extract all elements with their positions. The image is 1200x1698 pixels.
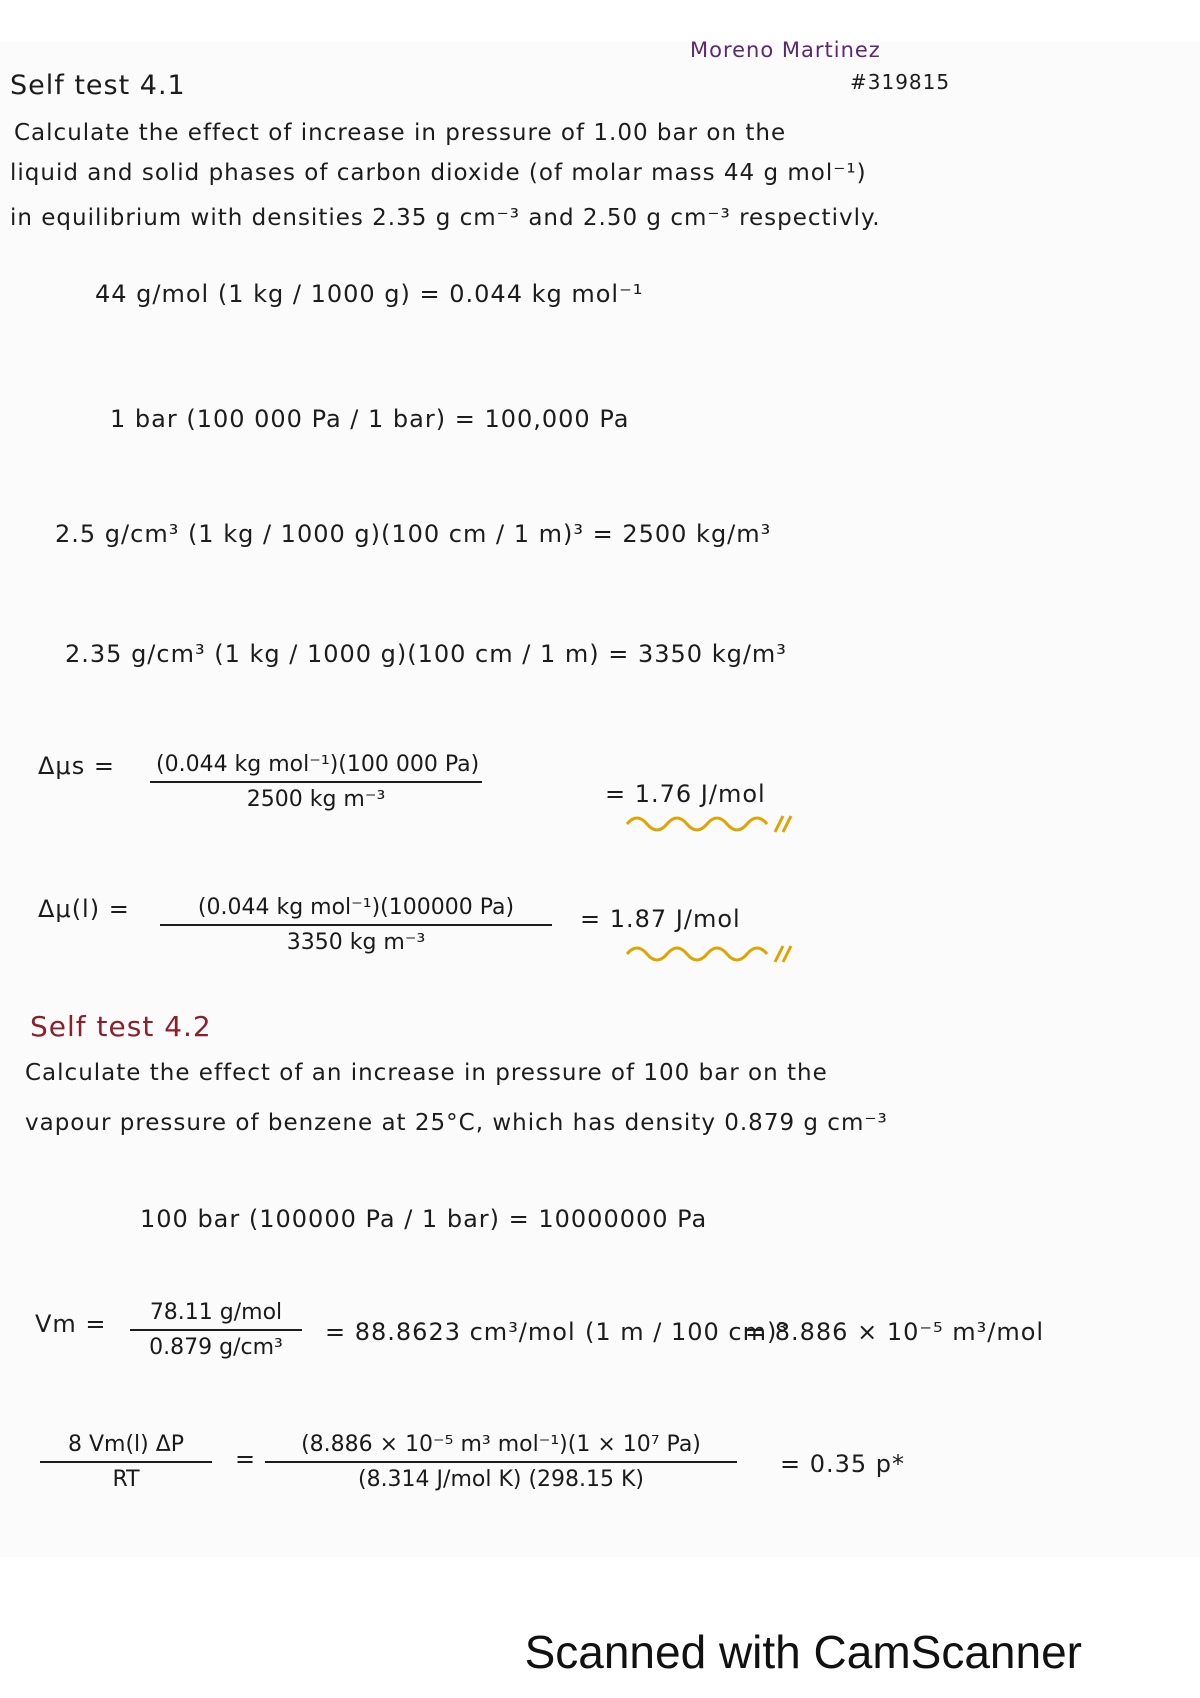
vm-intermediate: = 88.8623 cm³/mol (325, 1318, 576, 1346)
vm-label: Vm = (35, 1310, 107, 1338)
mu-solid-denominator: 2500 kg m⁻³ (246, 787, 386, 812)
final-lhs-numerator: 8 Vm(l) ΔP (40, 1432, 212, 1463)
mu-solid-result: = 1.76 J/mol (605, 780, 766, 808)
mu-liquid-denominator: 3350 kg m⁻³ (286, 930, 426, 955)
vm-denominator: 0.879 g/cm³ (149, 1335, 283, 1360)
student-id: #319815 (850, 70, 951, 94)
highlight-squiggle (625, 812, 795, 836)
step-density-solid: 2.5 g/cm³ (1 kg / 1000 g)(100 cm / 1 m)³ = 2500 kg/m³ (55, 520, 772, 548)
test2-step-pressure: 100 bar (100000 Pa / 1 bar) = 10000000 Pa (140, 1205, 708, 1233)
final-equals: = (235, 1445, 257, 1473)
vm-result: = 8.886 × 10⁻⁵ m³/mol (745, 1318, 1045, 1346)
test1-problem-line1: Calculate the effect of increase in pressure of 1.00 bar on the (14, 120, 787, 146)
final-result: = 0.35 p* (780, 1450, 906, 1478)
vm-unit-conversion: (1 m / 100 cm)³ (585, 1318, 788, 1346)
step-pressure-conversion: 1 bar (100 000 Pa / 1 bar) = 100,000 Pa (110, 405, 630, 433)
test2-problem-line2: vapour pressure of benzene at 25°C, which has density 0.879 g cm⁻³ (25, 1110, 888, 1136)
final-denominator: (8.314 J/mol K) (298.15 K) (357, 1467, 645, 1492)
mu-liquid-fraction (160, 895, 552, 955)
mu-solid-numerator: (0.044 kg mol⁻¹)(100 000 Pa) (150, 752, 482, 783)
step-molar-mass: 44 g/mol (1 kg / 1000 g) = 0.044 kg mol⁻¹ (95, 280, 644, 308)
mu-solid-fraction (150, 752, 482, 812)
vm-fraction (130, 1300, 302, 1360)
test1-problem-line2: liquid and solid phases of carbon dioxide (of molar mass 44 g mol⁻¹) (10, 160, 867, 186)
mu-liquid-label: Δμ(l) = (38, 895, 130, 923)
highlight-squiggle (625, 942, 795, 966)
test1-title: Self test 4.1 (10, 70, 186, 101)
step-density-liquid: 2.35 g/cm³ (1 kg / 1000 g)(100 cm / 1 m) = 3350 kg/m³ (65, 640, 787, 668)
camscanner-watermark: Scanned with CamScanner (524, 1626, 1082, 1678)
student-name: Moreno Martinez (690, 38, 881, 62)
test2-problem-line1: Calculate the effect of an increase in pressure of 100 bar on the (25, 1060, 828, 1086)
final-fraction (265, 1432, 737, 1492)
final-numerator: (8.886 × 10⁻⁵ m³ mol⁻¹)(1 × 10⁷ Pa) (265, 1432, 737, 1463)
mu-liquid-result: = 1.87 J/mol (580, 905, 741, 933)
test1-problem-line3: in equilibrium with densities 2.35 g cm⁻³ and 2.50 g cm⁻³ respectivly. (10, 205, 881, 231)
vm-numerator: 78.11 g/mol (130, 1300, 302, 1331)
final-lhs-denominator: RT (112, 1467, 140, 1492)
mu-solid-label: Δμs = (38, 752, 115, 780)
mu-liquid-numerator: (0.044 kg mol⁻¹)(100000 Pa) (160, 895, 552, 926)
final-lhs-fraction (40, 1432, 212, 1492)
test2-title: Self test 4.2 (30, 1010, 212, 1043)
